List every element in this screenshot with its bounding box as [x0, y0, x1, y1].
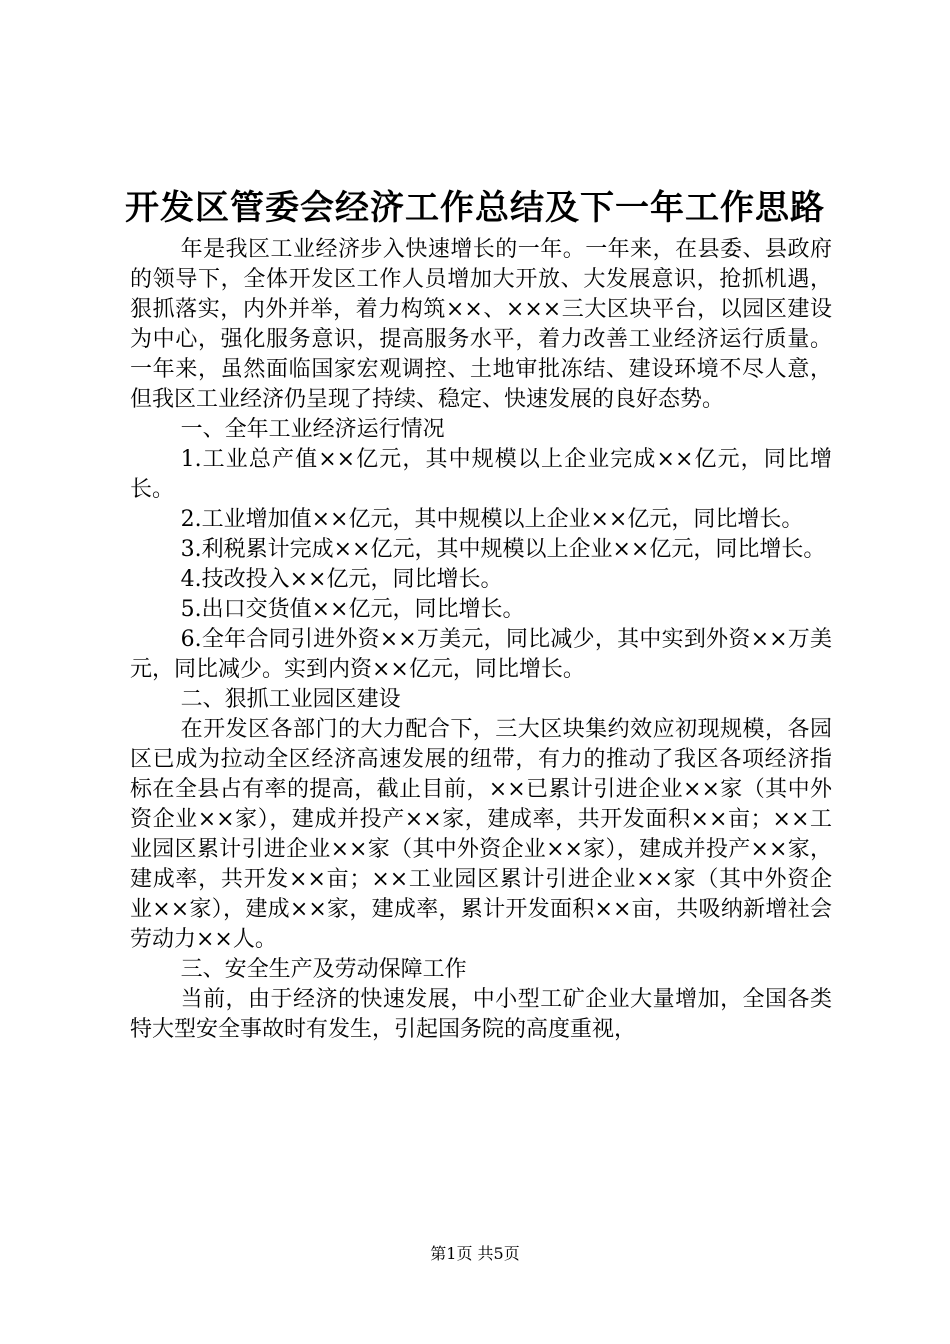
list-item-2: 2.工业增加值××亿元，其中规模以上企业××亿元，同比增长。: [180, 507, 804, 532]
document-body: [130, 235, 832, 1045]
list-item-1: 1.工业总产值××亿元，其中规模以上企业完成××亿元，同比增长。: [130, 447, 832, 502]
list-item-3: 3.利税累计完成××亿元，其中规模以上企业××亿元，同比增长。: [180, 537, 826, 562]
document-title: 开发区管委会经济工作总结及下一年工作思路: [125, 188, 825, 228]
intro-paragraph: 年是我区工业经济步入快速增长的一年。一年来，在县委、县政府的领导下，全体开发区工作人员增加大开放、大发展意识，抢抓机遇，狠抓落实，内外并举，着力构筑××、×××三大区块平台，以园区建设为中心，强化服务意识，提高服务水平，着力改善工业经济运行质量。一年来，虽然面临国家宏观调控、土地审批冻结、建设环境不尽人意，但我区工业经济仍呈现了持续、稳定、快速发展的良好态势。: [130, 237, 832, 412]
list-item-6: 6.全年合同引进外资××万美元，同比减少，其中实到外资××万美元，同比减少。实到内资××亿元，同比增长。: [130, 627, 832, 682]
list-item-5: 5.出口交货值××亿元，同比增长。: [180, 597, 525, 622]
park-construction-paragraph: 在开发区各部门的大力配合下，三大区块集约效应初现规模，各园区已成为拉动全区经济高速发展的纽带，有力的推动了我区各项经济指标在全县占有率的提高，截止目前，××已累计引进企业××家（其中外资企业××家），建成并投产××家，建成率，共开发面积××亩；××工业园区累计引进企业××家（其中外资企业××家），建成并投产××家，建成率，共开发××亩；××工业园区累计引进企业××家（其中外资企业××家），建成××家，建成率，累计开发面积××亩，共吸纳新增社会劳动力××人。: [130, 717, 832, 952]
safety-paragraph: 当前，由于经济的快速发展，中小型工矿企业大量增加，全国各类特大型安全事故时有发生，引起国务院的高度重视，: [130, 987, 832, 1042]
section-heading-3: 三、安全生产及劳动保障工作: [180, 957, 467, 982]
page-number-footer: 第1页 共5页: [430, 1244, 520, 1263]
section-heading-2: 二、狠抓工业园区建设: [180, 687, 401, 712]
list-item-4: 4.技改投入××亿元，同比增长。: [180, 567, 503, 592]
section-heading-1: 一、全年工业经济运行情况: [180, 417, 445, 442]
